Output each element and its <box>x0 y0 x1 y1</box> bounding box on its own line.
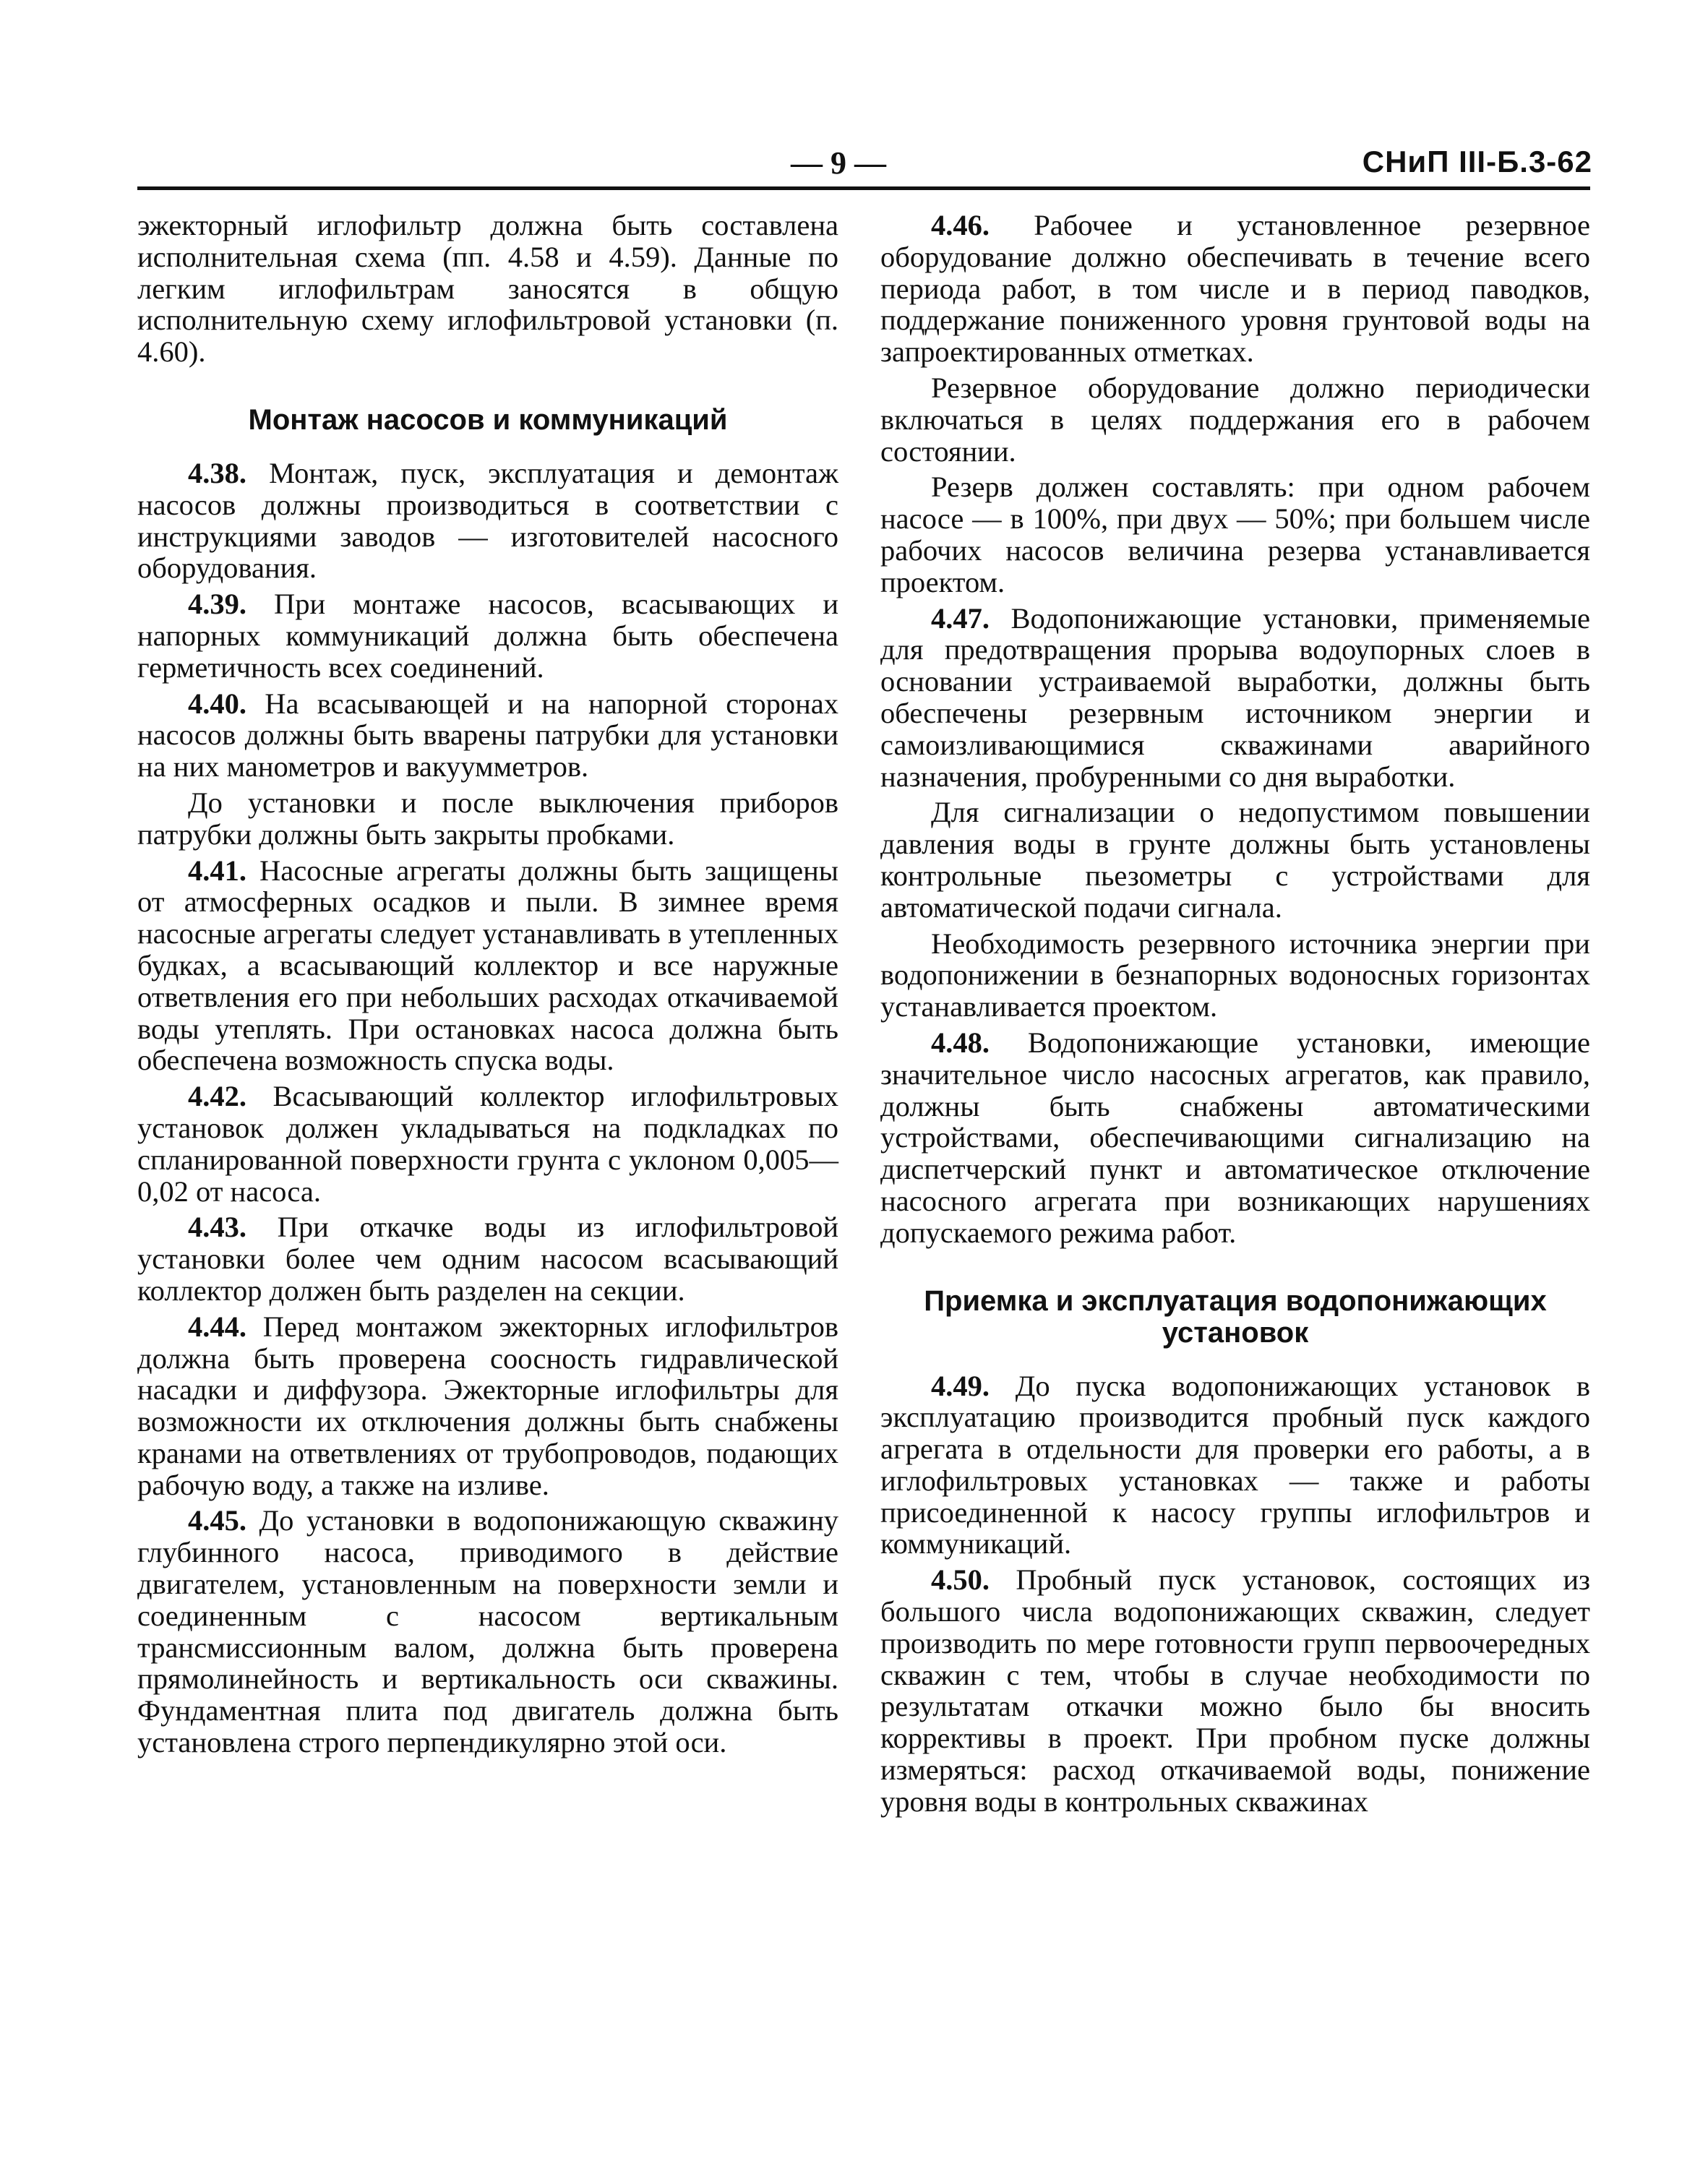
clause-text: Пробный пуск установок, состоящих из большого числа водопонижающих скважин, следует производить по мере готовности групп первоочередных скважин с тем, чтобы в случае необходимости по результатам откачки можно было бы вносить коррективы в проект. При пробном пуске должны измеряться: расход откачиваемой воды, понижение уровня воды в контрольных скважинах <box>880 1563 1590 1818</box>
paragraph-4-42 <box>137 1081 838 1207</box>
section-heading-acceptance: Приемка и эксплуатация водопонижающих установок <box>924 1284 1547 1349</box>
clause-text: До пуска водопонижающих установок в эксплуатацию производится пробный пуск каждого агрегата в отдельности для проверки его работы, а в иглофильтровых установках — также и работы присоединенной к насосу группы иглофильтров и коммуникаций. <box>880 1369 1590 1560</box>
right-column <box>880 210 1590 1822</box>
header-rule <box>137 186 1590 190</box>
paragraph-continued: эжекторный иглофильтр должна быть составлена исполнительная схема (пп. 4.58 и 4.59). Данные по легким иглофильтрам заносятся в общую исполнительную схему иглофильтровой установки (п. 4.60). <box>137 209 838 369</box>
paragraph-4-45 <box>137 1505 838 1758</box>
clause-text: При монтаже насосов, всасывающих и напорных коммуникаций должна быть обеспечена герметичность всех соединений. <box>137 588 838 684</box>
clause-text: Водопонижающие установки, имеющие значительное число насосных агрегатов, как правило, должны быть снабжены автоматическими устройствами, обеспечивающими сигнализацию на диспетчерский пункт и автоматическое отключение насосного агрегата при возникающих нарушениях допускаемого режима работ. <box>880 1026 1590 1249</box>
clause-text: Всасывающий коллектор иглофильтровых установок должен укладываться на подкладках по спланированной поверхности грунта с уклоном 0,005—0,02 от насоса. <box>137 1080 839 1208</box>
clause-text: Насосные агрегаты должны быть защищены от атмосферных осадков и пыли. В зимнее время насосные агрегаты следует устанавливать в утепленных будках, а всасывающий коллектор и все наружные ответвления его при небольших расходах откачиваемой воды утеплять. При остановках насоса должна быть обеспечена возможность спуска воды. <box>137 854 839 1077</box>
paragraph-4-47 <box>880 603 1590 793</box>
clause-number: 4.44. <box>188 1310 246 1343</box>
left-column <box>137 210 838 1763</box>
clause-text: Перед монтажом эжекторных иглофильтров должна быть проверена соосность гидравлической насадки и диффузора. Эжекторные иглофильтры для возможности их отключения должны быть снабжены кранами на ответвлениях от трубопроводов, подающих рабочую воду, а также на изливе. <box>137 1310 838 1501</box>
clause-number: 4.48. <box>931 1026 990 1059</box>
clause-number: 4.41. <box>188 854 246 887</box>
paragraph-4-46-b: Резервное оборудование должно периодически включаться в целях поддержания его в рабочем состоянии. <box>880 371 1590 468</box>
paragraph-4-50 <box>880 1564 1590 1817</box>
paragraph-4-47-c: Необходимость резервного источника энергии при водопонижении в безнапорных водоносных горизонтах устанавливается проектом. <box>880 927 1590 1023</box>
page-number: — 9 — <box>791 145 886 181</box>
clause-number: 4.43. <box>188 1211 246 1244</box>
clause-number: 4.45. <box>188 1504 246 1537</box>
paragraph-4-41 <box>137 855 838 1077</box>
paragraph-4-43 <box>137 1211 838 1306</box>
clause-number: 4.49. <box>931 1369 990 1402</box>
paragraph-4-38 <box>137 458 838 584</box>
clause-text: При откачке воды из иглофильтровой установки более чем одним насосом всасывающий коллектор должен быть разделен на секции. <box>137 1211 838 1307</box>
paragraph-4-40-b: До установки и после выключения приборов патрубки должны быть закрыты пробками. <box>137 786 838 851</box>
clause-text: Рабочее и установленное резервное оборудование должно обеспечивать в течение всего периода работ, в том числе и в период паводков, поддержание пониженного уровня грунтовой воды на запроектированных отметках. <box>880 209 1590 369</box>
clause-text: До установки в водопонижающую скважину глубинного насоса, приводимого в действие двигателем, установленным на поверхности земли и соединенным с насосом вертикальным трансмиссионным валом, должна быть проверена прямолинейность и вертикальность оси скважины. Фундаментная плита под двигатель должна быть установлена строго перпендикулярно этой оси. <box>137 1504 839 1759</box>
paragraph-4-40 <box>137 688 838 783</box>
paragraph-4-49 <box>880 1370 1590 1560</box>
paragraph-4-46-c: Резерв должен составлять: при одном рабочем насосе — в 100%, при двух — 50%; при большем числе рабочих насосов величина резерва устанавливается проектом. <box>880 471 1590 598</box>
section-heading-pumps: Монтаж насосов и коммуникаций <box>248 403 728 436</box>
clause-text: На всасывающей и на напорной сторонах насосов должны быть вварены патрубки для установки на них манометров и вакуумметров. <box>137 687 838 783</box>
clause-number: 4.46. <box>931 209 990 241</box>
clause-number: 4.50. <box>931 1563 990 1597</box>
paragraph-4-47-b: Для сигнализации о недопустимом повышении давления воды в грунте должны быть установлены контрольные пьезометры с устройствами для автоматической подачи сигнала. <box>880 796 1590 924</box>
paragraph-4-44 <box>137 1311 838 1501</box>
paragraph-4-39 <box>137 588 838 683</box>
clause-number: 4.38. <box>188 456 246 489</box>
clause-number: 4.39. <box>188 588 246 621</box>
clause-number: 4.40. <box>188 687 246 720</box>
paragraph-4-46 <box>880 210 1590 368</box>
clause-text: Водопонижающие установки, применяемые для предотвращения прорыва водоупорных слоев в основании устраиваемой выработки, должны быть обеспечены резервным источником энергии и самоизливающимися скважинами аварийного назначения, пробуренными со дня выработки. <box>880 601 1590 793</box>
paragraph-4-48 <box>880 1027 1590 1249</box>
clause-number: 4.42. <box>188 1080 246 1113</box>
clause-text: Монтаж, пуск, эксплуатация и демонтаж насосов должны производиться в соответствии с инструкциями заводов — изготовителей насосного оборудования. <box>137 456 838 585</box>
document-code: СНиП III-Б.3-62 <box>1362 145 1592 179</box>
clause-number: 4.47. <box>931 601 990 635</box>
